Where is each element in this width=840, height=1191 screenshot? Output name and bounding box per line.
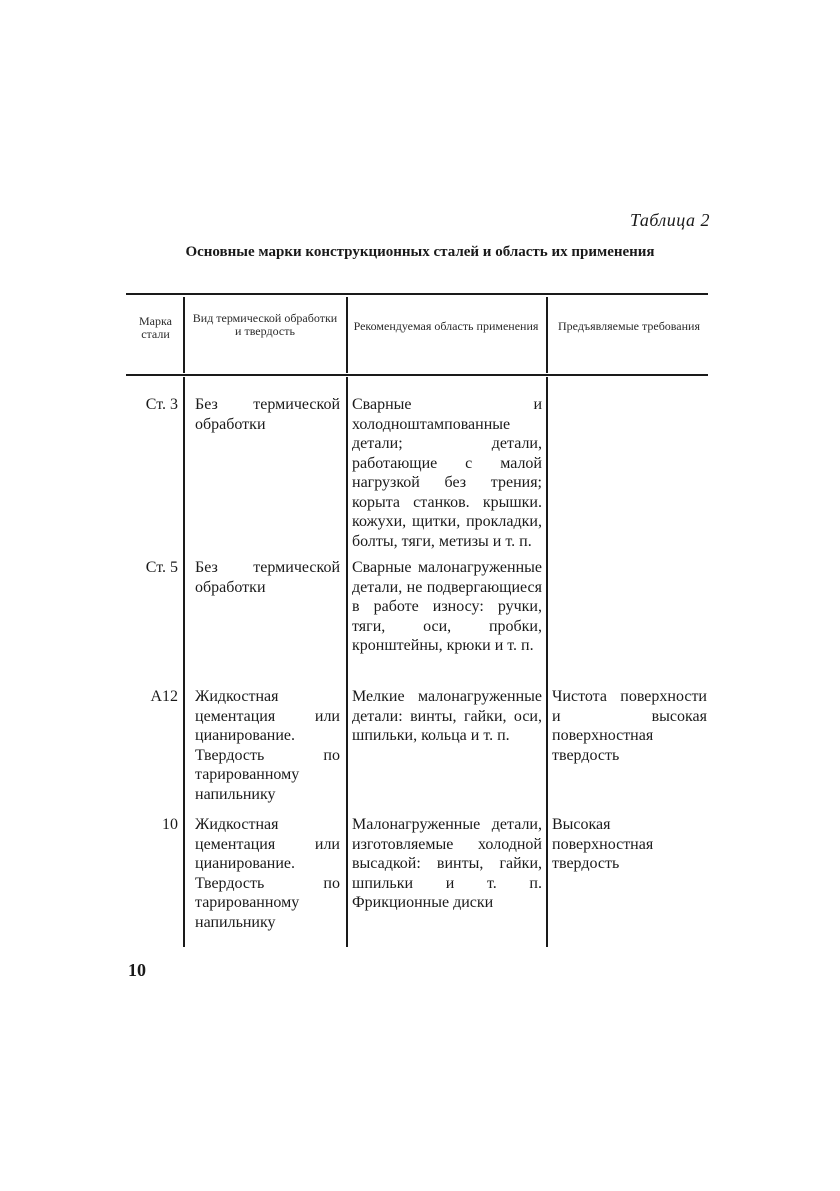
row-2-application: Сварные малонагруженные детали, не подвергающиеся в работе износу: ручки, тяги, оси, пробки, кронштейны, крюки и т. п. [352, 559, 542, 654]
row-1-treatment: Без термической обработки [195, 396, 340, 433]
row-1-grade: Ст. 3 [145, 396, 178, 413]
row-1-application: Сварные и холодноштампованные детали; детали, работающие с малой нагрузкой без трения; корыта станков. крышки. кожухи, щитки, прокладки, болты, тяги, метизы и т. п. [352, 396, 542, 550]
row-3-application: Мелкие малонагруженные детали: винты, гайки, оси, шпильки, кольца и т. п. [352, 688, 542, 744]
row-2-grade: Ст. 5 [145, 559, 178, 576]
header-bottom-rule [126, 374, 708, 376]
body-divider-2 [346, 377, 348, 947]
header-divider-1 [183, 297, 185, 373]
table-top-rule [126, 293, 708, 295]
table-title: Основные марки конструкционных сталей и область их применения [185, 244, 655, 260]
row-3-treatment: Жидкостная цементация или цианирование. Твердость по тарированному напильнику [195, 688, 340, 803]
row-4-application: Малонагруженные детали, изготовляемые холодной высадкой: винты, гайки, шпильки и т. п. Фрикционные диски [352, 816, 542, 911]
row-3-grade: А12 [150, 688, 178, 705]
row-4-treatment: Жидкостная цементация или цианирование. Твердость по тарированному напильнику [195, 816, 340, 931]
header-treatment: Вид термической обработки и твердость [192, 311, 338, 338]
row-4-requirements: Высокая поверхностная твердость [552, 816, 654, 872]
header-divider-3 [546, 297, 548, 373]
row-4-grade: 10 [162, 816, 178, 833]
row-3-requirements: Чистота поверхности и высокая поверхностная твердость [552, 688, 707, 764]
body-divider-3 [546, 377, 548, 947]
header-divider-2 [346, 297, 348, 373]
table-label: Таблица 2 [629, 210, 710, 230]
header-application: Рекомендуемая область применения [353, 319, 539, 333]
header-requirements: Предъявляемые требования [557, 319, 700, 333]
header-grade: Марка стали [139, 314, 172, 341]
row-2-treatment: Без термической обработки [195, 559, 340, 596]
body-divider-1 [183, 377, 185, 947]
page-number: 10 [128, 960, 146, 980]
